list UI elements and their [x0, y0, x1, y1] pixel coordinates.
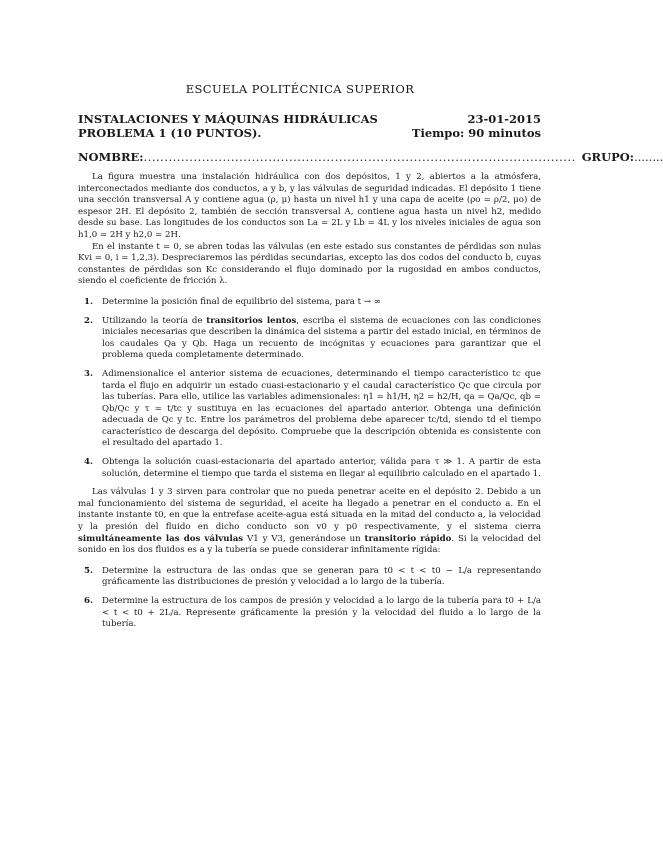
transient-paragraph: Las válvulas 1 y 3 sirven para controlar que no pueda penetrar aceite en el depósito 2. Debido a un mal funcionamiento del sistema de seguridad, el aceite ha llegado a penetrar en el conducto a. En el instante instante t0, en que la entrefase aceite-agua está situada en la mitad del conducto a, la velocidad y la presión del fluido en dicho conducto son v0 y p0 respectivamente, y el sistema cierra simultáneamente las dos válvulas V1 y V3, generándose un transitorio rápido. Si la velocidad del sonido en los dos fluidos es a y la tubería se puede considerar infinitamente rígida: [78, 487, 541, 556]
question-text: Determine la posición final de equilibrio del sistema, para t → ∞ [102, 296, 381, 307]
question-item [78, 369, 541, 450]
question-text: Utilizando la teoría de transitorios lentos, escriba el sistema de ecuaciones con las condiciones iniciales necesarias que describen la dinámica del sistema a partir del estado inicial, en términos de los caudales Qa y Qb. Haga un recuento de incógnitas y ecuaciones para garantizar que el problema queda completamente determinado. [102, 315, 541, 361]
exam-time: Tiempo: 90 minutos [411, 126, 541, 140]
school-name: ESCUELA POLITÉCNICA SUPERIOR [185, 82, 415, 96]
question-text: Obtenga la solución cuasi-estacionaria del apartado anterior, válida para τ ≫ 1. A partir de esta solución, determine el tiempo que tarda el sistema en llegar al equilibrio calculado en el apartado 1. [102, 457, 541, 479]
group-label: GRUPO: [581, 150, 635, 164]
question-number: 1. [84, 296, 93, 307]
course-title: INSTALACIONES Y MÁQUINAS HIDRÁULICAS [78, 112, 378, 126]
question-item [78, 566, 541, 589]
course-row [78, 112, 541, 126]
intro-paragraph: La figura muestra una instalación hidráulica con dos depósitos, 1 y 2, abiertos a la atmósfera, interconectados mediante dos conductos, a y b, y las válvulas de seguridad indicadas. El depósito 1 tiene una sección transversal A y contiene agua (ρ, μ) hasta un nivel h1 y una capa de aceite (ρo = ρ/2, μo) de espesor 2H. El depósito 2, también de sección transversal A, contiene agua hasta un nivel h2, medido desde su base. Las longitudes de los conductos son La = 2L y Lb = 4L y los niveles iniciales de agua son h1,0 = 2H y h2,0 = 2H. [78, 172, 541, 240]
intro-paragraph: En el instante t = 0, se abren todas las válvulas (en este estado sus constantes de pérdidas son nulas Kvi = 0, i = 1,2,3). Despreciaremos las pérdidas secundarias, excepto las dos codos del conducto b, cuyas constantes de pérdidas son Kc considerando el flujo dominado por la rugosidad en ambos conductos, siendo el coeficiente de fricción λ. [78, 241, 541, 287]
question-text: Determine la estructura de las ondas que se generan para t0 < t < t0 − L/a representando gráficamente las distribuciones de presión y velocidad a lo largo de la tubería. [102, 565, 541, 588]
question-item [78, 297, 541, 309]
question-number: 4. [84, 457, 93, 468]
question-item [78, 457, 541, 480]
problem-body [78, 172, 541, 638]
question-list-2 [78, 566, 541, 631]
group-field[interactable]: ........ [634, 150, 663, 164]
question-number: 2. [84, 315, 93, 326]
name-group-row [78, 150, 663, 164]
question-number: 3. [84, 368, 93, 379]
problem-row [78, 126, 541, 140]
problem-title: PROBLEMA 1 (10 PUNTOS). [78, 126, 262, 140]
question-number: 5. [84, 565, 93, 576]
name-label: NOMBRE: [78, 150, 144, 164]
question-item [78, 316, 541, 362]
question-item [78, 596, 541, 631]
name-field[interactable]: ........................................................................................................ [143, 150, 576, 164]
question-text: Determine la estructura de los campos de presión y velocidad a lo largo de la tubería para t0 + L/a < t < t0 + 2L/a. Represente gráficamente la presión y la velocidad del fluido a lo largo de la tubería. [102, 596, 541, 630]
question-text: Adimensionalice el anterior sistema de ecuaciones, determinando el tiempo característico tc que tarda el flujo en adquirir un estado cuasi-estacionario y el caudal característico Qc que circula por las tuberías. Para ello, utilice las variables adimensionales: η1 = h1/H, η2 = h2/H, qa = Qa/Qc, qb = Qb/Qc y τ = t/tc y sustituya en las ecuaciones del apartado anterior. Obtenga una definición adecuada de Qc y tc. Entre los parámetros del problema debe aparecer tc/td, siendo td el tiempo característico de descarga del depósito. Compruebe que la descripción obtenida es consistente con el resultado del apartado 1. [102, 368, 541, 449]
question-number: 6. [84, 596, 93, 606]
exam-date: 23-01-2015 [467, 112, 541, 126]
question-list [78, 297, 541, 480]
